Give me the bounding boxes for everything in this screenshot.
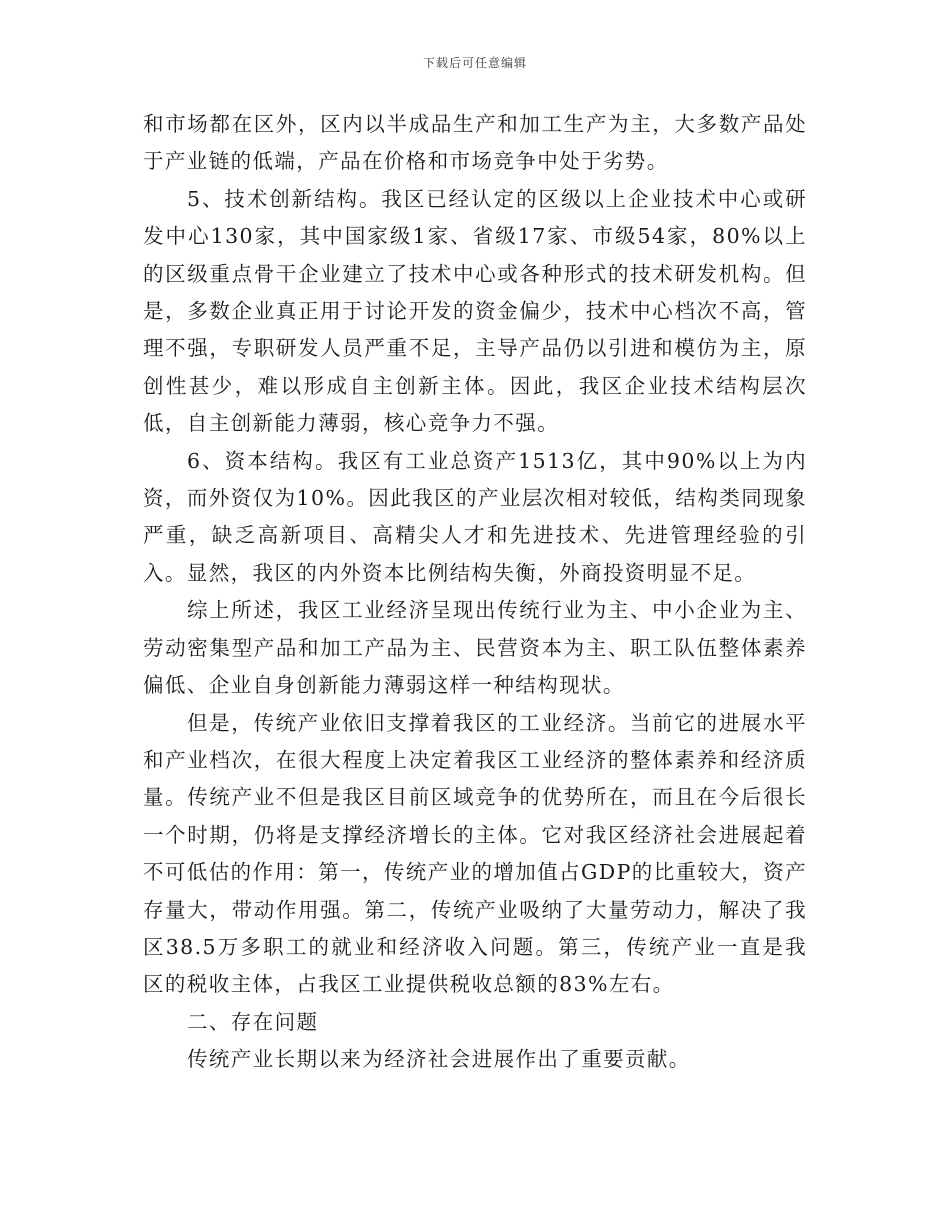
paragraph-contribution: 传统产业长期以来为经济社会进展作出了重要贡献。	[187, 1047, 691, 1072]
section-heading-problems: 二、存在问题	[187, 1009, 319, 1034]
paragraph-tech-innovation: 5、技术创新结构。我区已经认定的区级以上企业技术中心或研发中心130家，其中国家级1家、省级17家、市级54家，80%以上的区级重点骨干企业建立了技术中心或各种形式的技术研发机构。但是，多数企业真正用于讨论开发的资金偏少，技术中心档次不高，管理不强，专职研发人员严重不足，主导产品仍以引进和模仿为主，原创性甚少，难以形成自主创新主体。因此，我区企业技术结构层次低，自主创新能力薄弱，核心竞争力不强。	[143, 186, 807, 436]
paragraph-capital-structure: 6、资本结构。我区有工业总资产1513亿，其中90%以上为内资，而外资仅为10%。因此我区的产业层次相对较低，结构类同现象严重，缺乏高新项目、高精尖人才和先进技术、先进管理经验的引入。显然，我区的内外资本比例结构失衡，外商投资明显不足。	[143, 448, 807, 585]
header-note: 下载后可任意编辑	[422, 56, 527, 70]
paragraph-summary: 综上所述，我区工业经济呈现出传统行业为主、中小企业为主、劳动密集型产品和加工产品为主、民营资本为主、职工队伍整体素养偏低、企业自身创新能力薄弱这样一种结构现状。	[143, 598, 807, 698]
paragraph-traditional-industry: 但是，传统产业依旧支撑着我区的工业经济。当前它的进展水平和产业档次，在很大程度上决定着我区工业经济的整体素养和经济质量。传统产业不但是我区目前区域竞争的优势所在，而且在今后很长一个时期，仍将是支撑经济增长的主体。它对我区经济社会进展起着不可低估的作用：第一，传统产业的增加值占GDP的比重较大，资产存量大，带动作用强。第二，传统产业吸纳了大量劳动力，解决了我区38.5万多职工的就业和经济收入问题。第三，传统产业一直是我区的税收主体，占我区工业提供税收总额的83%左右。	[143, 710, 808, 997]
paragraph-continuation: 和市场都在区外，区内以半成品生产和加工生产为主，大多数产品处于产业链的低端，产品在价格和市场竞争中处于劣势。	[143, 112, 807, 174]
document-body	[143, 106, 807, 1079]
